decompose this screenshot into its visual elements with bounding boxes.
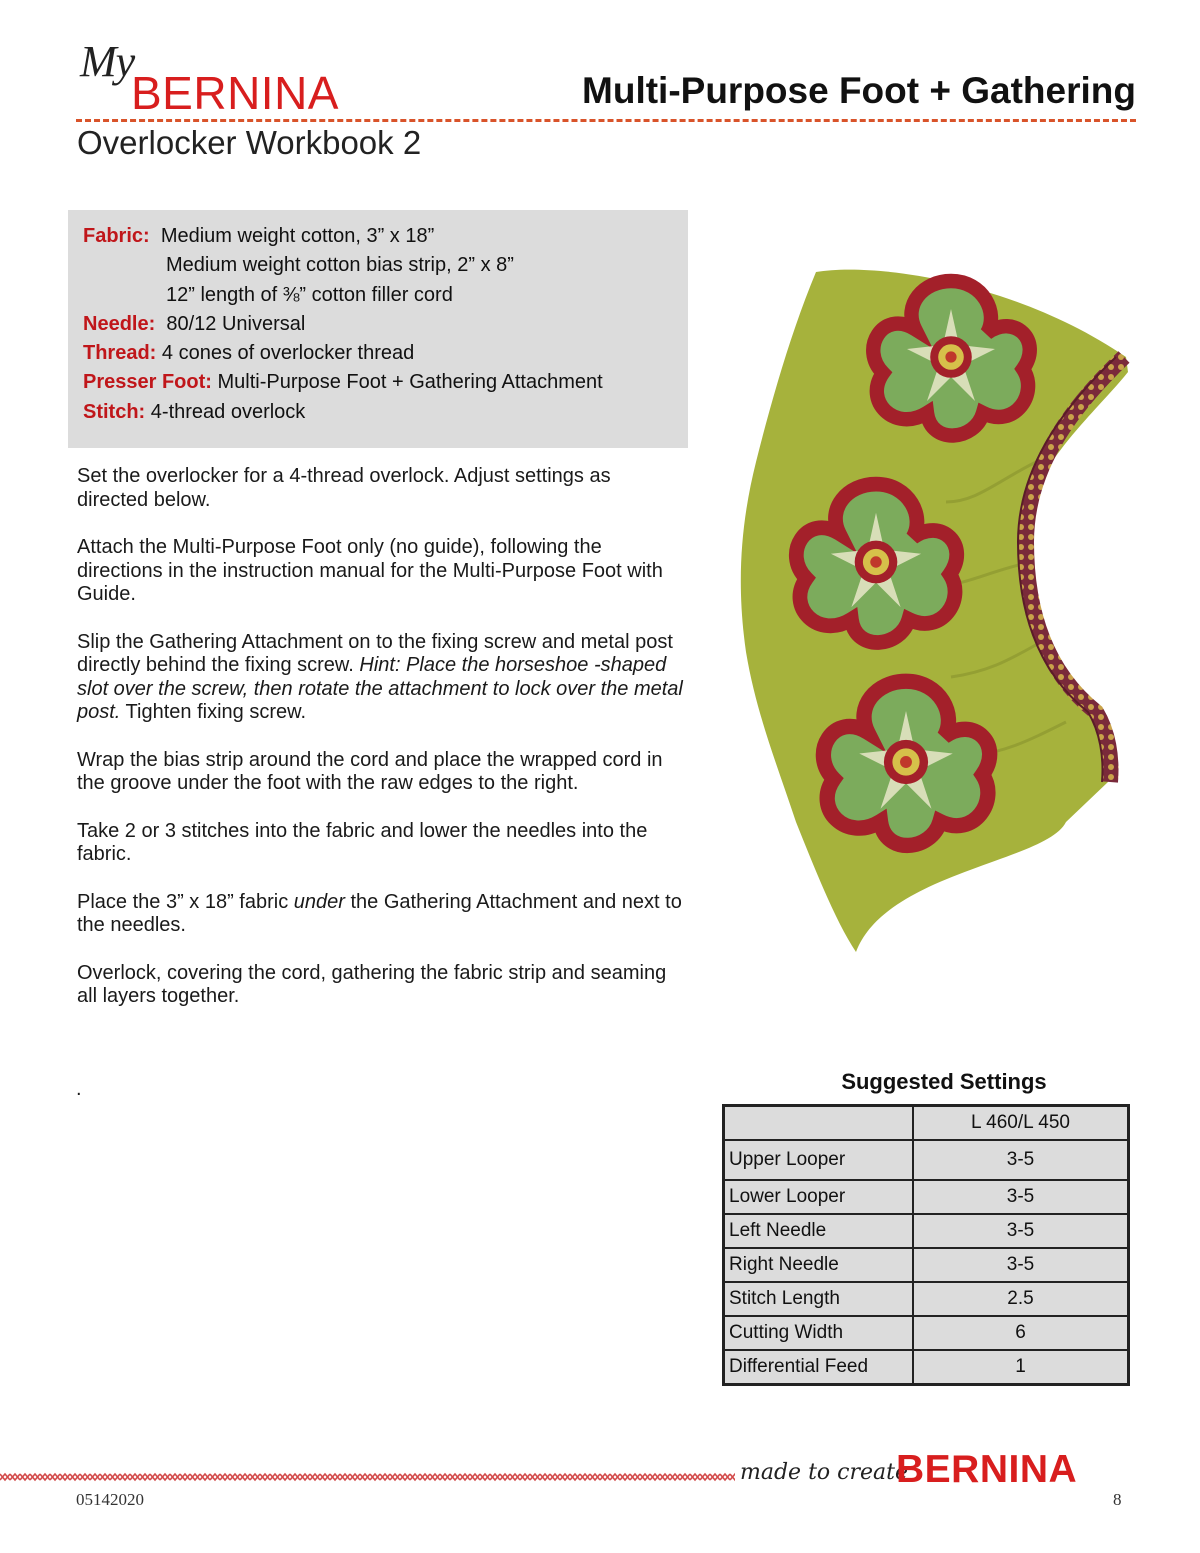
page-number: 8 bbox=[1113, 1490, 1122, 1509]
stitch-line bbox=[83, 401, 305, 424]
setting-name: Right Needle bbox=[724, 1248, 914, 1282]
setting-name: Differential Feed bbox=[724, 1350, 914, 1385]
needle-value: 80/12 Universal bbox=[166, 313, 306, 335]
step-3-text-end: Tighten fixing screw. bbox=[120, 701, 307, 723]
stitch-label: Stitch: bbox=[83, 401, 146, 423]
footer-tagline: made to create bbox=[740, 1460, 908, 1485]
presser-foot-line bbox=[83, 371, 603, 394]
setting-name: Left Needle bbox=[724, 1214, 914, 1248]
presser-foot-label: Presser Foot: bbox=[83, 371, 212, 393]
setting-value: 2.5 bbox=[913, 1282, 1129, 1316]
step-3-text: Slip the Gathering Attachment on to the fixing screw and metal post directly behind the fixing screw. bbox=[77, 630, 673, 676]
needle-line bbox=[83, 313, 305, 336]
setting-name: Cutting Width bbox=[724, 1316, 914, 1350]
stitch-value: 4-thread overlock bbox=[150, 401, 306, 423]
step-3-hint: Hint: Place the horseshoe -shaped slot over the screw, then rotate the attachment to lock over the metal post. bbox=[77, 654, 683, 723]
table-row bbox=[724, 1106, 1129, 1141]
step-6-emphasis: under bbox=[293, 890, 345, 913]
setting-name: Stitch Length bbox=[724, 1282, 914, 1316]
setting-value: 3-5 bbox=[913, 1180, 1129, 1214]
step-6-text: Place the 3” x 18” fabric bbox=[77, 890, 294, 913]
table-row bbox=[724, 1248, 1129, 1282]
instructions bbox=[77, 465, 687, 1033]
thread-label: Thread: bbox=[83, 342, 157, 364]
table-row bbox=[724, 1140, 1129, 1180]
instruction-step-5: Take 2 or 3 stitches into the fabric and lower the needles into the fabric. bbox=[77, 819, 648, 865]
header-divider bbox=[76, 119, 1136, 122]
table-header-blank bbox=[724, 1106, 914, 1141]
page-title: Multi-Purpose Foot + Gathering bbox=[582, 70, 1136, 111]
model-header: L 460/L 450 bbox=[913, 1106, 1129, 1141]
fabric-line-1 bbox=[83, 225, 434, 248]
settings-table bbox=[722, 1104, 1130, 1386]
instruction-step-7: Overlock, covering the cord, gathering the fabric strip and seaming all layers together. bbox=[77, 961, 667, 1007]
fabric-value-1: Medium weight cotton, 3” x 18” bbox=[160, 225, 435, 247]
step-6-text-end: the Gathering Attachment and next to the needles. bbox=[77, 890, 682, 936]
thread-line bbox=[83, 342, 414, 365]
document-number: 05142020 bbox=[76, 1490, 144, 1509]
footer-decorative-stitch-line bbox=[0, 1470, 735, 1484]
stray-dot: . bbox=[76, 1078, 82, 1100]
instruction-step-2: Attach the Multi-Purpose Foot only (no guide), following the directions in the instruction manual for the Multi-Purpose Foot with Guide. bbox=[77, 536, 663, 605]
instruction-step-1: Set the overlocker for a 4-thread overlock. Adjust settings as directed below. bbox=[77, 465, 611, 511]
table-row bbox=[724, 1350, 1129, 1385]
setting-value: 1 bbox=[913, 1350, 1129, 1385]
fabric-line-2: Medium weight cotton bias strip, 2” x 8” bbox=[166, 254, 514, 276]
setting-value: 3-5 bbox=[913, 1214, 1129, 1248]
table-row bbox=[724, 1180, 1129, 1214]
materials-box bbox=[68, 210, 688, 448]
table-row bbox=[724, 1282, 1129, 1316]
logo-bernina-text: BERNINA bbox=[131, 67, 339, 119]
setting-value: 3-5 bbox=[913, 1248, 1129, 1282]
settings-title: Suggested Settings bbox=[841, 1069, 1047, 1094]
presser-foot-value: Multi-Purpose Foot + Gathering Attachment bbox=[217, 371, 603, 393]
fabric-label: Fabric: bbox=[83, 225, 150, 247]
table-row bbox=[724, 1316, 1129, 1350]
setting-name: Lower Looper bbox=[724, 1180, 914, 1214]
instruction-step-3 bbox=[77, 631, 687, 725]
instruction-step-6 bbox=[77, 891, 687, 938]
gathered-fabric-photo bbox=[736, 262, 1130, 962]
setting-value: 3-5 bbox=[913, 1140, 1129, 1180]
setting-value: 6 bbox=[913, 1316, 1129, 1350]
logo-my-text: My bbox=[80, 37, 135, 86]
footer-brand-logo: BERNINA bbox=[896, 1448, 1078, 1491]
thread-value: 4 cones of overlocker thread bbox=[161, 342, 415, 364]
setting-name: Upper Looper bbox=[724, 1140, 914, 1180]
instruction-step-4: Wrap the bias strip around the cord and place the wrapped cord in the groove under the foot with the raw edges to the right. bbox=[77, 748, 663, 794]
workbook-subtitle: Overlocker Workbook 2 bbox=[77, 124, 422, 161]
fabric-line-3: 12” length of ⅜” cotton filler cord bbox=[166, 284, 453, 306]
table-row bbox=[724, 1214, 1129, 1248]
needle-label: Needle: bbox=[83, 313, 156, 335]
